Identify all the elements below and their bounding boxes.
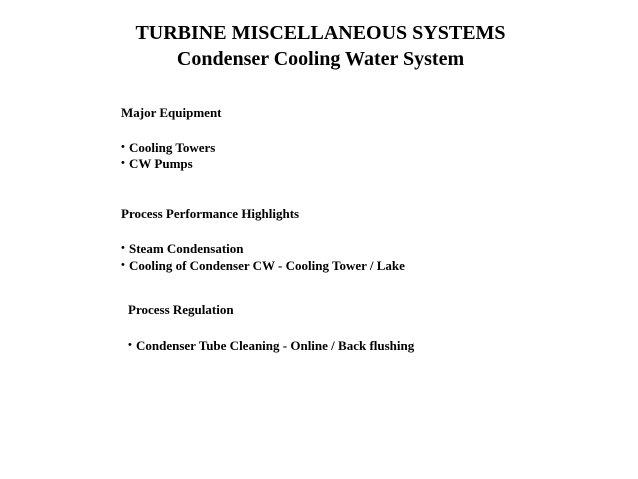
bullet-item: [121, 139, 215, 156]
bullet-icon: •: [121, 259, 125, 271]
bullet-text: Cooling Towers: [129, 140, 216, 155]
bullet-icon: •: [128, 339, 132, 351]
section-heading-major-equipment: Major Equipment: [121, 105, 222, 120]
section-heading-process-performance: Process Performance Highlights: [121, 206, 300, 221]
bullet-item: [121, 240, 244, 257]
bullet-item: [121, 257, 405, 274]
bullet-item: [128, 337, 414, 354]
title-line-1: TURBINE MISCELLANEOUS SYSTEMS: [135, 22, 506, 44]
title-line-2: Condenser Cooling Water System: [176, 48, 465, 70]
bullet-text: Condenser Tube Cleaning - Online / Back flushing: [136, 338, 415, 353]
bullet-item: [121, 155, 193, 172]
bullet-text: CW Pumps: [129, 156, 193, 171]
section-heading-process-regulation: Process Regulation: [128, 302, 234, 317]
bullet-text: Cooling of Condenser CW - Cooling Tower / Lake: [129, 258, 405, 273]
slide-title: [118, 20, 523, 72]
bullet-text: Steam Condensation: [129, 241, 244, 256]
bullet-icon: •: [121, 141, 125, 153]
bullet-icon: •: [121, 157, 125, 169]
bullet-icon: •: [121, 242, 125, 254]
